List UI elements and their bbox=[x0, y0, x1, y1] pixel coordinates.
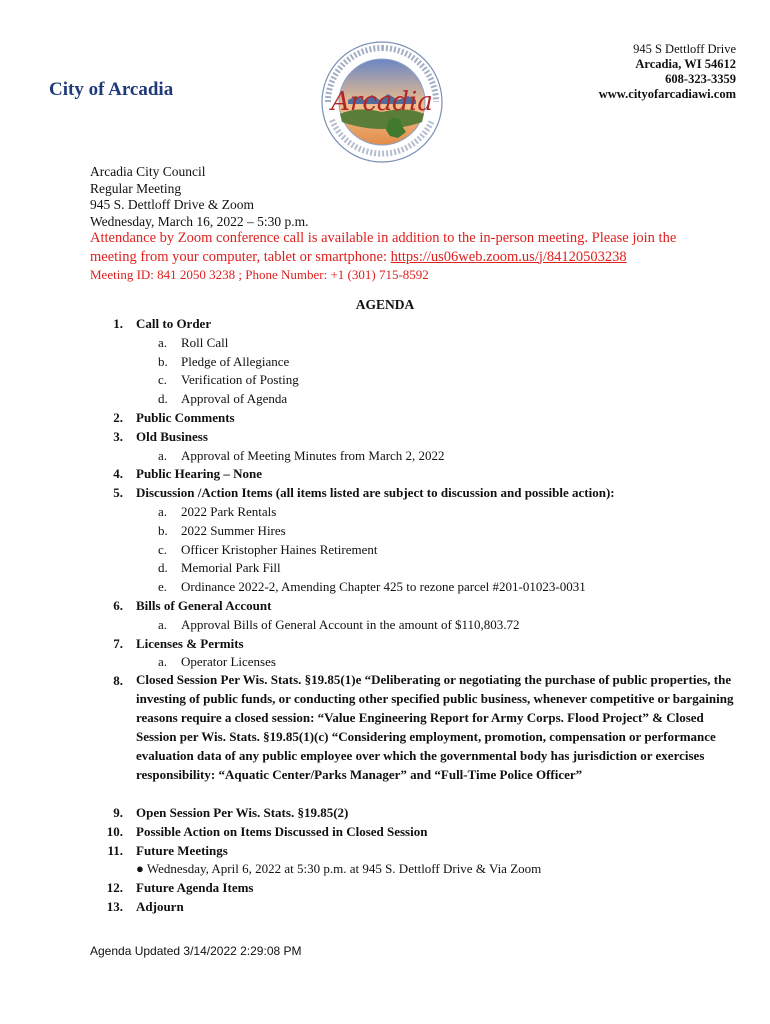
agenda-title: AGENDA bbox=[355, 297, 415, 312]
contact-block bbox=[599, 42, 736, 102]
seal-lettering: Arcadia bbox=[331, 87, 433, 117]
zoom-notice bbox=[90, 229, 730, 283]
zoom-line-2 bbox=[90, 248, 730, 267]
phone-number: 608-323-3359 bbox=[665, 72, 736, 86]
agenda-document: City of Arcadia Arcadia 945 S Dettloff Drive Arcadia, WI 54612 608-323-3359 www.cityofarcadiawi.com Arcadia City Council Regular Meeting 945 S. Dettloff Drive & Zoom Wednesday, March 16, 2022 – 5:30 p.m. Attendance by Zoom conference call is available in addition to the in-person meeting. Please join the meeting from your computer, tablet or smartphone: https://us06web.zoom.us/j/84120503238 Meeting ID: 841 2050 3238 ; Phone Number: +1 (301) 715-8592 AGENDA 1. Call to Order a. Roll Call b. Pledge of Allegiance c. Verification of Posting d. Approval of Agenda 2. Public Comments 3. Old Business a. Approval of Meeting Minutes from March 2, 2022 4. Public Hearing – None 5. Discussion /Action Items (all items listed are subject to discussion and possible action): a. 2022 Park Rentals b. 2022 Summer Hires c. Officer Kristopher Haines Retirement d. Memorial Park Fill e. Ordinance 2022-2, Amending Chapter 425 to rezone parcel #201-01023-0031 6. Bills of General Account a. Approval Bills of General Account in the amount of $110,803.72 7. Licenses & Permits a. Operator Licenses 8. Closed Session Per Wis. Stats. §19.85(1)e “Deliberating or negotiating the purchase of public properties, the investing of public funds, or conducting other specified public business, whenever competitive or bargaining reasons require a closed session: “Value Engineering Report for Army Corps. Flood Project” & Closed Session per Wis. Stats. §19.85(1)(c) “Considering employment, promotion, compensation or performance evaluation data of any public employee over which the governmental body has jurisdiction or exercises responsibility: “Aquatic Center/Parks Manager” and “Full-Time Police Officer” 9. Open Session Per Wis. Stats. §19.85(2) 10. Possible Action on Items Discussed in Closed Session 11. Future Meetings ● Wednesday, April 6, 2022 at 5:30 p.m. at 945 S. Dettloff Drive & Via Zoom 12. Future Agenda Items 13. Adjourn Agenda Updated 3/14/2022 2:29:08 PM bbox=[0, 0, 770, 1024]
address-city: Arcadia, WI 54612 bbox=[635, 57, 736, 71]
city-seal-logo bbox=[318, 40, 446, 164]
meeting-datetime: Wednesday, March 16, 2022 – 5:30 p.m. bbox=[90, 213, 309, 229]
closed-session-text: Closed Session Per Wis. Stats. §19.85(1)e “Deliberating or negotiating the purchase of public properties, the investing of public funds, or conducting other specified public business, whenever competitive or bargaining reasons require a closed session: “Value Engineering Report for Army Corps. Flood Project” & Closed Session per Wis. Stats. §19.85(1)(c) “Considering employment, promotion, compensation or performance evaluation data of any public employee over which the governmental body has jurisdiction or exercises responsibility: “Aquatic Center/Parks Manager” and “Full-Time Police Officer” bbox=[136, 672, 734, 782]
meeting-location: 945 S. Dettloff Drive & Zoom bbox=[90, 197, 254, 212]
zoom-line-2-text: meeting from your computer, tablet or smartphone: bbox=[90, 248, 387, 265]
agenda-updated-footer: Agenda Updated 3/14/2022 2:29:08 PM bbox=[90, 944, 302, 958]
website[interactable]: www.cityofarcadiawi.com bbox=[598, 87, 736, 101]
zoom-link[interactable]: https://us06web.zoom.us/j/84120503238 bbox=[390, 248, 627, 265]
zoom-line-1: Attendance by Zoom conference call is available in addition to the in-person meeting. Please join the bbox=[90, 230, 677, 246]
zoom-meeting-id: Meeting ID: 841 2050 3238 ; Phone Number: +1 (301) 715-8592 bbox=[90, 267, 429, 282]
meeting-body: Arcadia City Council bbox=[90, 164, 206, 179]
meeting-type: Regular Meeting bbox=[90, 180, 182, 196]
city-name: City of Arcadia bbox=[49, 79, 174, 100]
meeting-info bbox=[90, 164, 309, 230]
address-street: 945 S Dettloff Drive bbox=[633, 42, 736, 56]
